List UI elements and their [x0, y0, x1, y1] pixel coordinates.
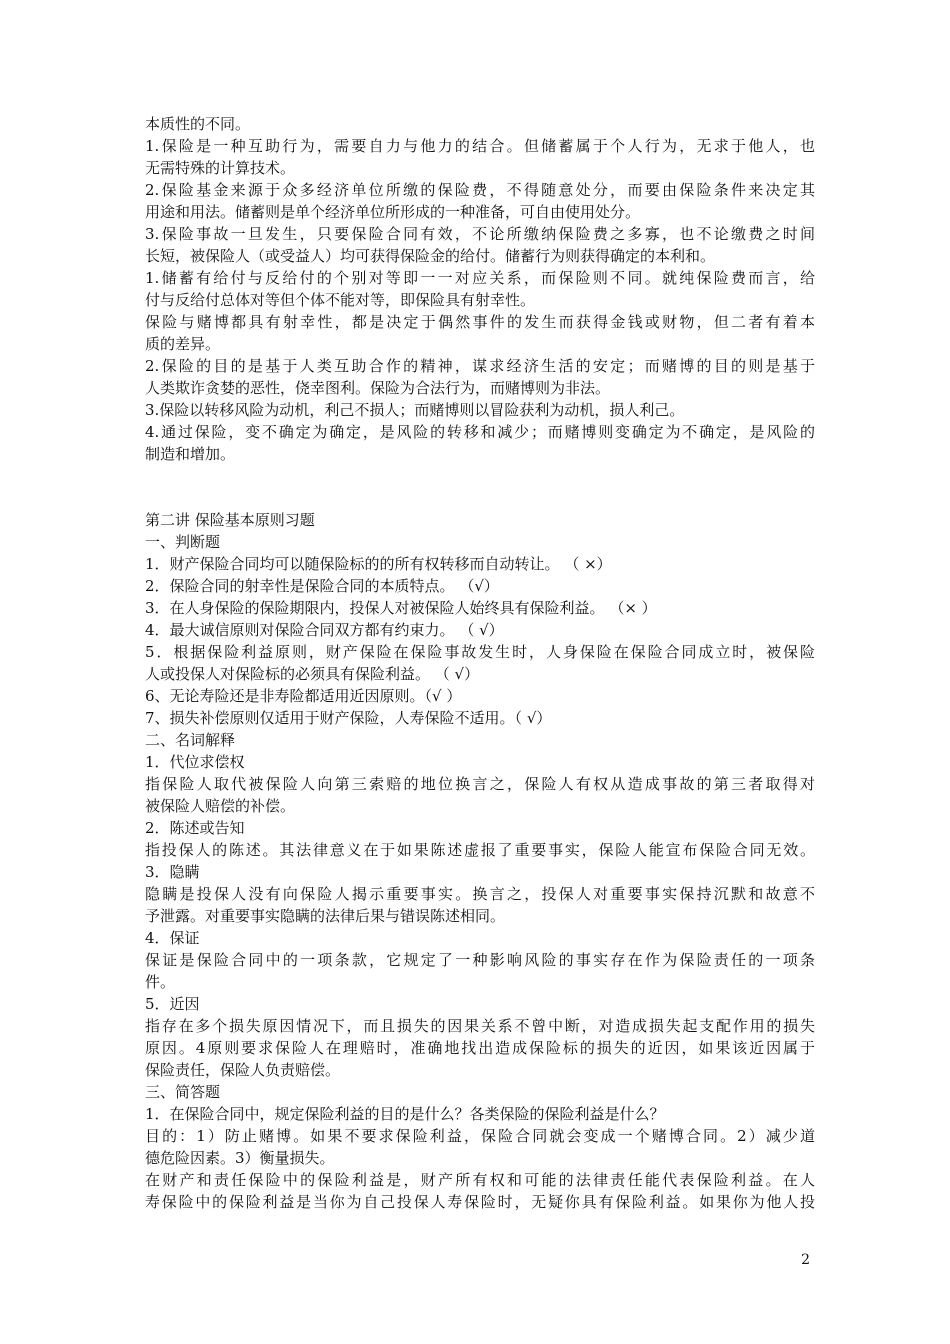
subsection-heading: 一、判断题 [145, 533, 221, 551]
section-heading: 第二讲 保险基本原则习题 [145, 511, 315, 529]
term-heading: 5．近因 [145, 995, 200, 1013]
subsection-heading: 二、名词解释 [145, 731, 236, 749]
question-item: 1．财产保险合同均可以随保险标的的所有权转移而自动转让。 （ ×） [145, 555, 612, 573]
question-item: 5．根据保险利益原则，财产保险在保险事故发生时，人身保险在保险合同成立时，被保险 [145, 643, 815, 661]
text-line: 保险与赌博都具有射幸性，都是决定于偶然事件的发生而获得金钱或财物，但二者有着本 [145, 313, 815, 331]
text-line: 隐瞒是投保人没有向保险人揭示重要事实。换言之，投保人对重要事实保持沉默和故意不 [145, 885, 815, 903]
question-item: 人或投保人对保险标的必须具有保险利益。 （ √） [145, 665, 480, 683]
text-line: 人类欺诈贪婪的恶性，侥幸图利。保险为合法行为，而赌博则为非法。 [145, 379, 611, 397]
text-line: 本质性的不同。 [145, 115, 251, 133]
subsection-heading: 三、简答题 [145, 1083, 221, 1101]
section-spacer [145, 465, 815, 509]
text-line: 指投保人的陈述。其法律意义在于如果陈述虚报了重要事实，保险人能宣布保险合同无效。 [145, 841, 815, 859]
text-line: 制造和增加。 [145, 445, 236, 463]
text-line: 1.储蓄有给付与反给付的个别对等即一一对应关系，而保险则不同。就纯保险费而言，给 [145, 269, 815, 287]
text-line: 无需特殊的计算技术。 [145, 159, 296, 177]
question-item: 1．在保险合同中，规定保险利益的目的是什么？各类保险的保险利益是什么？ [145, 1105, 665, 1123]
text-line: 件。 [145, 973, 176, 991]
text-line: 目的：1）防止赌博。如果不要求保险利益，保险合同就会变成一个赌博合同。2）减少道 [145, 1127, 815, 1145]
text-line: 指保险人取代被保险人向第三索赔的地位换言之，保险人有权从造成事故的第三者取得对 [145, 775, 815, 793]
text-line: 寿保险中的保险利益是当你为自己投保人寿保险时，无疑你具有保险利益。如果你为他人投 [145, 1193, 815, 1211]
text-line: 保证是保险合同中的一项条款，它规定了一种影响风险的事实存在作为保险责任的一项条 [145, 951, 815, 969]
text-line: 被保险人赔偿的补偿。 [145, 797, 296, 815]
question-item: 4．最大诚信原则对保险合同双方都有约束力。 （ √） [145, 621, 504, 639]
text-line: 保险责任，保险人负责赔偿。 [145, 1061, 341, 1079]
question-item: 3．在人身保险的保险期限内，投保人对被保险人始终具有保险利益。 （× ） [145, 599, 657, 617]
text-line: 1.保险是一种互助行为，需要自力与他力的结合。但储蓄属于个人行为，无求于他人，也 [145, 137, 815, 155]
text-line: 予泄露。对重要事实隐瞒的法律后果与错误陈述相同。 [145, 907, 506, 925]
text-line: 长短，被保险人（或受益人）均可获得保险金的给付。储蓄行为则获得确定的本利和。 [145, 247, 716, 265]
text-line: 原因。4原则要求保险人在理赔时，准确地找出造成保险标的损失的近因，如果该近因属于 [145, 1039, 815, 1057]
term-heading: 2．陈述或告知 [145, 819, 245, 837]
text-line: 指存在多个损失原因情况下，而且损失的因果关系不曾中断，对造成损失起支配作用的损失 [145, 1017, 815, 1035]
page-number: 2 [801, 1252, 810, 1268]
question-item: 7、损失补偿原则仅适用于财产保险，人寿保险不适用。（ √） [145, 709, 552, 727]
text-line: 3.保险事故一旦发生，只要保险合同有效，不论所缴纳保险费之多寡，也不论缴费之时间 [145, 225, 815, 243]
text-line: 3.保险以转移风险为动机，利己不损人；而赌博则以冒险获利为动机，损人利己。 [145, 401, 685, 419]
text-line: 质的差异。 [145, 335, 221, 353]
text-line: 德危险因素。3）衡量损失。 [145, 1149, 335, 1167]
question-item: 2．保险合同的射幸性是保险合同的本质特点。 （√） [145, 577, 499, 595]
document-body [145, 113, 815, 1213]
text-line: 2.保险的目的是基于人类互助合作的精神，谋求经济生活的安定；而赌博的目的则是基于 [145, 357, 815, 375]
section-savings-gambling-comparison [145, 113, 815, 465]
text-line: 4.通过保险，变不确定为确定，是风险的转移和减少；而赌博则变确定为不确定，是风险的 [145, 423, 815, 441]
term-heading: 1．代位求偿权 [145, 753, 245, 771]
section-lecture-two-exercises [145, 509, 815, 1213]
text-line: 付与反给付总体对等但个体不能对等，即保险具有射幸性。 [145, 291, 536, 309]
text-line: 用途和用法。储蓄则是单个经济单位所形成的一种准备，可自由使用处分。 [145, 203, 641, 221]
text-line: 2.保险基金来源于众多经济单位所缴的保险费，不得随意处分，而要由保险条件来决定其 [145, 181, 815, 199]
term-heading: 3．隐瞒 [145, 863, 200, 881]
text-line: 在财产和责任保险中的保险利益是，财产所有权和可能的法律责任能代表保险利益。在人 [145, 1171, 815, 1189]
term-heading: 4．保证 [145, 929, 200, 947]
question-item: 6、无论寿险还是非寿险都适用近因原则。（√ ） [145, 687, 462, 705]
